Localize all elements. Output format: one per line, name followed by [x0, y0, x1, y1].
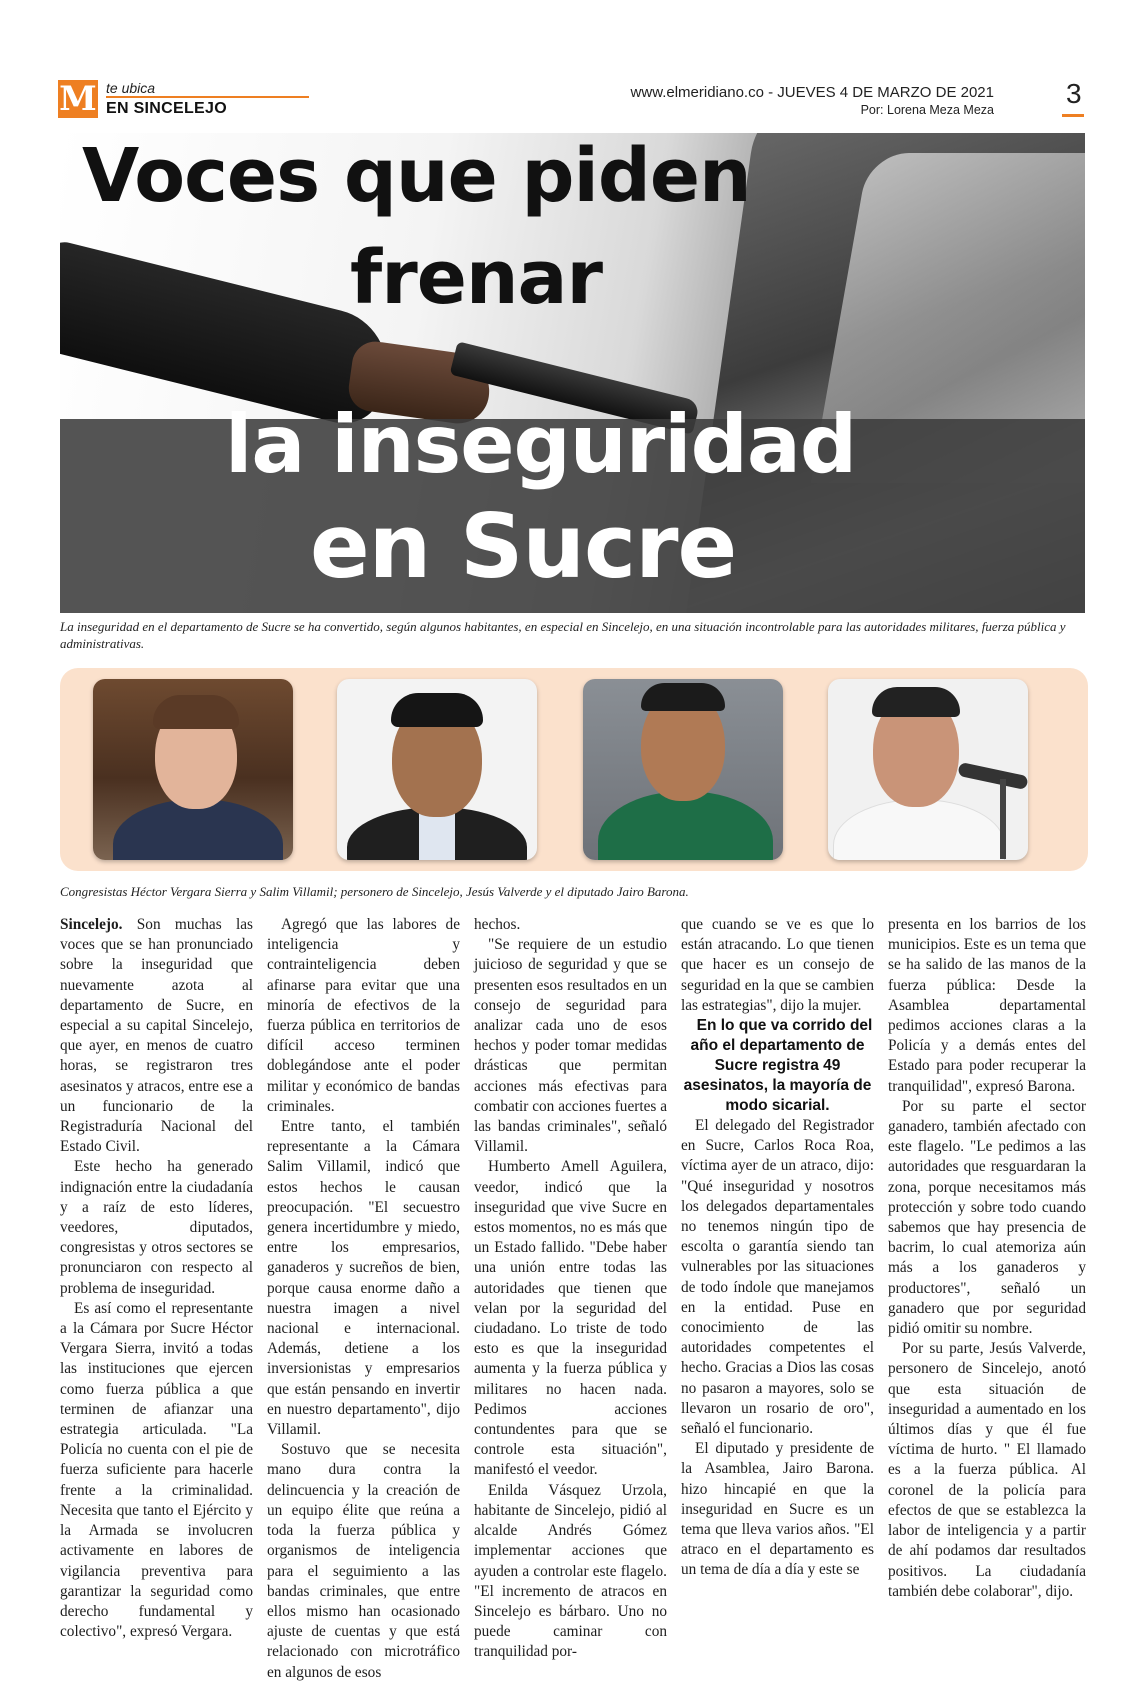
- headline-line-1: Voces que piden: [82, 133, 751, 219]
- article-paragraph: El diputado y presidente de la Asamblea, Jairo Barona. hizo hincapié en que la inseguridad en Sucre es un tema que lleva varios años. "El atraco en el departamento es un tema de día a día y este se: [681, 1440, 874, 1579]
- microphone-stand: [1000, 779, 1006, 859]
- page-number-rule: [1062, 114, 1084, 117]
- article-paragraph: Por su parte el sector ganadero, también afectado con este flagelo. "Le pedimos a las autoridades que resguardaran la zona, porque necesitamos más protección y sobre todo cuando sabemos que hay presencia de bacrim, lo cual atemoriza aún más a los ganaderos y productores", señaló un ganadero que por seguridad pidió omitir su nombre.: [888, 1097, 1086, 1338]
- article-paragraph: que cuando se ve es que lo están atracando. Lo que tienen que hacer es un consejo de seguridad en la que se cambien las estrategias", dijo la mujer.: [681, 916, 874, 1014]
- page-number: 3: [1066, 78, 1082, 109]
- article-paragraph: Es así como el representante a la Cámara por Sucre Héctor Vergara Sierra, invitó a todas las instituciones que ejercen como fuerza pública a que terminen de afianzar una estrategia articulada. "La Policía no cuenta con el pie de fuerza suficiente para hacerle frente a la criminalidad. Necesita que tanto el Ejército y la Armada se involucren activamente en labores de vigilancia preventiva para garantizar la seguridad como derecho fundamental y colectivo", expresó Vergara.: [60, 1299, 253, 1641]
- headline-line-2: frenar: [350, 235, 602, 321]
- article-paragraph: Enilda Vásquez Urzola, habitante de Sincelejo, pidió al alcalde Andrés Gómez implementar acciones que ayuden a controlar este flagelo. "El incremento de atracos en Sincelejo es bárbaro. Uno no puede caminar con tranquilidad por-: [474, 1481, 667, 1661]
- paragraph-text: Son muchas las voces que se han pronunciado sobre la inseguridad que nuevamente azota al departamento de Sucre, en especial a su capital Sincelejo, que ayer, en menos de cuatro horas, se registraron tres asesinatos y atracos, entre ese a un funcionario de la Registraduría Nacional del Estado Civil.: [60, 916, 253, 1156]
- article-paragraph: presenta en los barrios de los municipios. Este es un tema que se ha salido de las manos de la fuerza pública: Desde la Asamblea departamental pedimos acciones claras a la Policía y a demás entes del Estado para poder recuperar la tranquilidad", expresó Barona.: [888, 916, 1086, 1095]
- header-info: [631, 84, 994, 117]
- portrait-body: [598, 791, 773, 860]
- article-paragraph: [60, 915, 253, 1157]
- article-column-5: [888, 915, 1086, 1602]
- portrait-hair: [872, 687, 960, 717]
- article-column-1: [60, 915, 253, 1642]
- hero-caption: La inseguridad en el departamento de Sucre se ha convertido, según algunos habitantes, en especial en Sincelejo, en una situación incontrolable para las autoridades militares, fuerza pública y administrativas.: [60, 619, 1066, 651]
- pull-quote: En lo que va corrido del año el departamento de Sucre registra 49 asesinatos, la mayoría de modo sicarial.: [683, 1017, 873, 1115]
- headline-line-3: la inseguridad: [225, 398, 857, 491]
- article-paragraph: "Se requiere de un estudio juicioso de seguridad y que se presenten esos resultados en un consejo de seguridad para analizar cada uno de esos hechos y poder tomar medidas drásticas que permitan acciones más efectivas para combatir con acciones fuertes a las bandas criminales", señaló Villamil.: [474, 936, 667, 1156]
- hero-image: [60, 133, 1085, 613]
- article-paragraph: Por su parte, Jesús Valverde, personero de Sincelejo, anotó que esta situación de inseguridad a aumentado en los últimos días y que él fue víctima de hurto. " El llamado es a la fuerza pública. Al coronel de la policía para efectos de que se establezca la labor de inteligencia y a partir de ahí podamos dar resultados positivos. La ciudadanía también debe colaborar", dijo.: [888, 1340, 1086, 1600]
- portrait-body: [833, 799, 1005, 860]
- headline-line-4: en Sucre: [310, 495, 737, 598]
- article-paragraph: Humberto Amell Aguilera, veedor, indicó que la inseguridad que vive Sucre en estos momentos, no es más que un Estado fallido. "Debe haber una unión entre todas las autoridades que tienen que velan por la seguridad del ciudadano. Lo triste de todo esto es que la inseguridad aumenta y la fuerza pública y militares no hacen nada. Pedimos acciones contundentes para que se controle esta situación", manifestó el veedor.: [474, 1158, 667, 1479]
- article-paragraph: hechos.: [474, 916, 521, 933]
- dateline: Sincelejo.: [60, 916, 123, 933]
- portrait-hector-vergara: [93, 679, 293, 860]
- article-paragraph: Entre tanto, el también representante a la Cámara Salim Villamil, indicó que estos hechos le causan preocupación. "El secuestro genera incertidumbre y miedo, entre los empresarios, ganaderos y sucreños de bien, porque causa enorme daño a nuestra imagen a nivel nacional e internacional. Además, detiene a los inversionistas y empresarios que están pensando en invertir en nuestro departamento", dijo Villamil.: [267, 1118, 460, 1439]
- article-paragraph: Este hecho ha generado indignación entre la ciudadanía y a raíz de esto líderes, veedores, diputados, congresistas y otros sectores se pronunciaron con respecto al problema de inseguridad.: [60, 1158, 253, 1297]
- portrait-hair: [153, 695, 239, 729]
- photos-caption: Congresistas Héctor Vergara Sierra y Salim Villamil; personero de Sincelejo, Jesús Valverde y el diputado Jairo Barona.: [60, 884, 689, 899]
- author-byline: Por: Lorena Meza Meza: [860, 103, 994, 117]
- section-name: EN SINCELEJO: [106, 100, 227, 117]
- newspaper-logo: M: [59, 79, 97, 119]
- article-column-2: [267, 915, 460, 1683]
- article-paragraph: Agregó que las labores de inteligencia y contrainteligencia deben afinarse para evitar que una minoría de efectivos de la fuerza pública en territorios de difícil acceso terminen doblegándose ante el poder militar y económico de bandas criminales.: [267, 916, 460, 1115]
- article-paragraph: Sostuvo que se necesita mano dura contra la delincuencia y la creación de un equipo élite que reúna a toda la fuerza pública y organismos de inteligencia para el seguimiento a las bandas criminales, que entre ellos mismo han ocasionado ajuste de cuentas y que está relacionado con microtráfico en algunos de esos: [267, 1441, 460, 1681]
- portrait-hair: [641, 683, 725, 711]
- site-and-date: www.elmeridiano.co - JUEVES 4 DE MARZO DE 2021: [630, 84, 994, 101]
- section-kicker: te ubica: [106, 80, 156, 96]
- microphone-icon: [957, 762, 1028, 790]
- article-paragraph: El delegado del Registrador en Sucre, Carlos Roca Roa, víctima ayer de un atraco, dijo: "Qué inseguridad y nosotros los delegados departamentales no tenemos ningún tipo de escolta o garantía siendo tan vulnerables por las situaciones de todo índole que manejamos en la entidad. Puse en conocimiento de las autoridades competentes el hecho. Gracias a Dios las cosas no pasaron a mayores, solo se llevaron un rosario de oro", señaló el funcionario.: [681, 1117, 874, 1438]
- article-column-4: [681, 915, 874, 1581]
- portrait-jesus-valverde: [583, 679, 783, 860]
- section-rule: [106, 96, 309, 98]
- article-column-3: [474, 915, 667, 1663]
- portrait-jairo-barona: [828, 679, 1028, 860]
- portrait-salim-villamil: [337, 679, 537, 860]
- portrait-hair: [391, 693, 483, 727]
